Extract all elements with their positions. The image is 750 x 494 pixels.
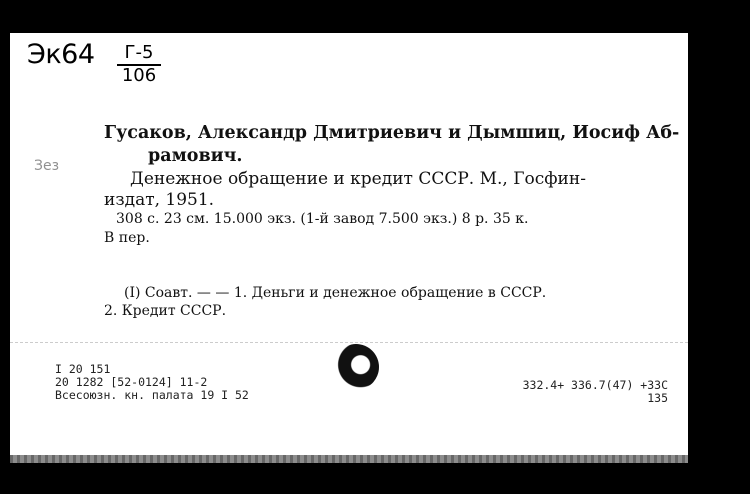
footer-left: [55, 363, 249, 402]
author-heading-line-1: Гусаков, Александр Дмитриевич и Дымшиц, Иосиф Аб-: [104, 123, 680, 143]
title-line-1: Денежное обращение и кредит СССР. М., Госфин-: [130, 169, 586, 189]
physical-description-line-2: В пер.: [104, 230, 150, 246]
classification-number: 135: [647, 391, 668, 405]
classification-code: 332.4+ 336.7(47) +33С: [522, 378, 668, 392]
call-number-fraction: [117, 43, 161, 86]
footer-left-line-1: I 20 151: [55, 362, 111, 376]
divider: [10, 342, 688, 344]
title-line-2: издат, 1951.: [104, 190, 215, 210]
footer-left-line-3: Всесоюзн. кн. палата 19 I 52: [55, 388, 249, 402]
fraction-top: Г-5: [117, 43, 161, 66]
ink-stamp-mark: [333, 344, 379, 390]
fraction-bottom: 106: [121, 65, 157, 86]
footer-right: [488, 379, 668, 405]
footer-left-line-2: 20 1282 [52-0124] 11-2: [55, 375, 208, 389]
physical-description-line-1: 308 с. 23 см. 15.000 экз. (1-й завод 7.500 экз.) 8 р. 35 к.: [116, 211, 529, 227]
catalog-card: [10, 33, 688, 455]
card-edge: [10, 455, 688, 463]
subjects-line-1: (I) Соавт. — — 1. Деньги и денежное обращение в СССР.: [124, 285, 547, 301]
call-number: Эк64: [27, 39, 95, 70]
author-heading-line-2: рамович.: [148, 146, 243, 166]
subjects-line-2: 2. Кредит СССР.: [104, 303, 227, 319]
handwritten-note: Зез: [34, 158, 60, 174]
